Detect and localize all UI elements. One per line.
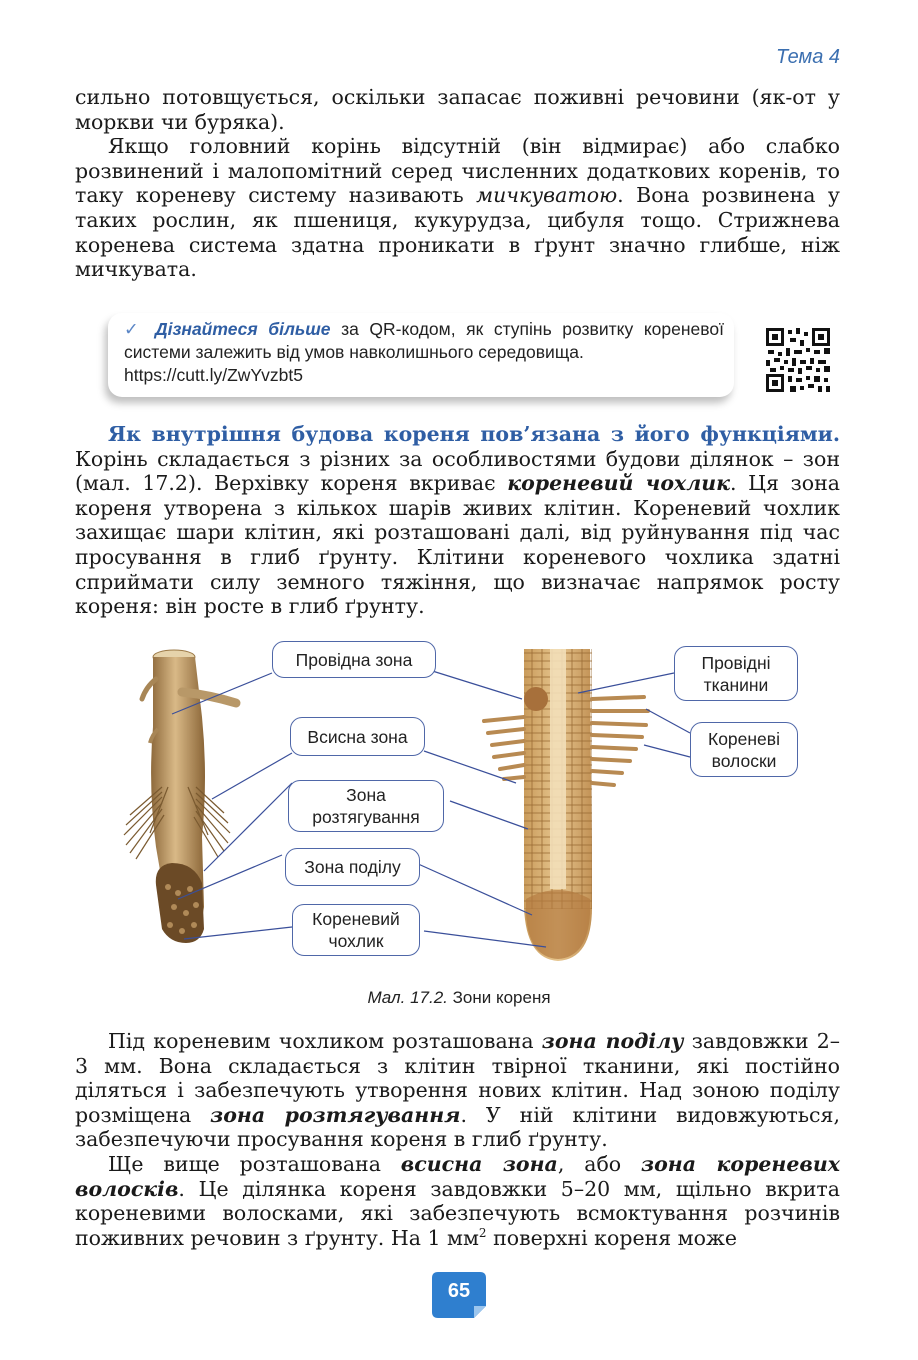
label-root-cap: Кореневий чохлик: [292, 904, 420, 956]
label-division-zone: Зона поділу: [285, 848, 420, 886]
label-conducting-tissues: Провідні тканини: [674, 646, 798, 701]
term-elongation-zone: зона розтягування: [210, 1102, 461, 1127]
label-absorption-zone: Всисна зона: [290, 717, 425, 756]
paragraph: Якщо головний корінь відсутній (він відмирає) або слабко розвинений і малопомітний серед численних додаткових коренів, то таку кореневу систему називають мичкуватою. Вона розвинена у таких рослин, як пшениця, кукурудза, цибуля тощо. Стрижнева коренева система здатна проникати в ґрунт значно глибше, ніж мичкувата.: [75, 134, 840, 282]
paragraph: Як внутрішня будова кореня пов’язана з його функціями. Корінь складається з різних за особливостями будови ділянок – зон (мал. 17.2). Верхівку кореня вкриває кореневий чохлик. Ця зона кореня утворена з кількох шарів живих клітин. Кореневий чохлик захищає шари клітин, які розташовані далі, від руйнування під час просування в глиб ґрунту. Клітини кореневого чохлика здатні сприймати силу земного тяжіння, що визначає напрямок росту кореня: він росте в глиб ґрунту.: [75, 422, 840, 619]
topic-header: Тема 4: [776, 46, 840, 68]
term-absorption-zone: всисна зона: [400, 1151, 558, 1176]
term-division-zone: зона поділу: [541, 1029, 684, 1053]
label-root-hairs: Кореневі волоски: [690, 722, 798, 777]
qr-note-lead: Дізнайтеся більше: [154, 319, 331, 339]
section-heading: Як внутрішня будова кореня пов’язана з його функціями.: [108, 422, 840, 446]
paragraph: Ще вище розташована всисна зона, або зона кореневих волосків. Це ділянка кореня завдовжки 5–20 мм, щільно вкрита кореневими волосками, які забезпечують всмоктування розчинів поживних речовин з ґрунту. На 1 $мм^2$ поверхні кореня може: [75, 1151, 840, 1250]
check-icon: ✓: [124, 319, 145, 339]
qr-note-url[interactable]: https://cutt.ly/ZwYvzbt5: [124, 365, 303, 385]
root-external-view: [124, 650, 236, 943]
structure-text: [75, 422, 840, 619]
root-section-view: [484, 649, 648, 961]
qr-note-text: ✓ Дізнайтеся більше за QR-кодом, як ступінь розвитку кореневої системи залежить від умов навколишнього середовища. https://cutt.ly/ZwYvzbt5: [124, 319, 724, 385]
label-elongation-zone: Зона розтягування: [288, 780, 444, 832]
paragraph: сильно потовщується, оскільки запасає поживні речовини (як-от у моркви чи буряка).: [75, 85, 840, 134]
zones-text: [75, 1029, 840, 1250]
term-root-cap: кореневий чохлик: [507, 471, 730, 496]
figure-caption: Мал. 17.2. Зони кореня: [367, 988, 551, 1007]
paragraph: Під кореневим чохликом розташована зона поділу завдовжки 2–3 мм. Вона складається з клітин твірної тканини, які постійно діляться і забезпечують утворення нових клітин. Над зоною поділу розміщена зона розтягування. У ній клітини видовжуються, забезпечуючи просування кореня в глиб ґрунту.: [75, 1029, 841, 1152]
term-fibrous: мичкуватою: [476, 183, 618, 208]
term-root-hair-zone: зона кореневих волосків: [75, 1151, 840, 1201]
label-conducting-zone: Провідна зона: [272, 641, 436, 678]
qr-code-icon[interactable]: [766, 328, 830, 392]
intro-text: [75, 85, 840, 282]
page-number: 65: [447, 1280, 471, 1302]
